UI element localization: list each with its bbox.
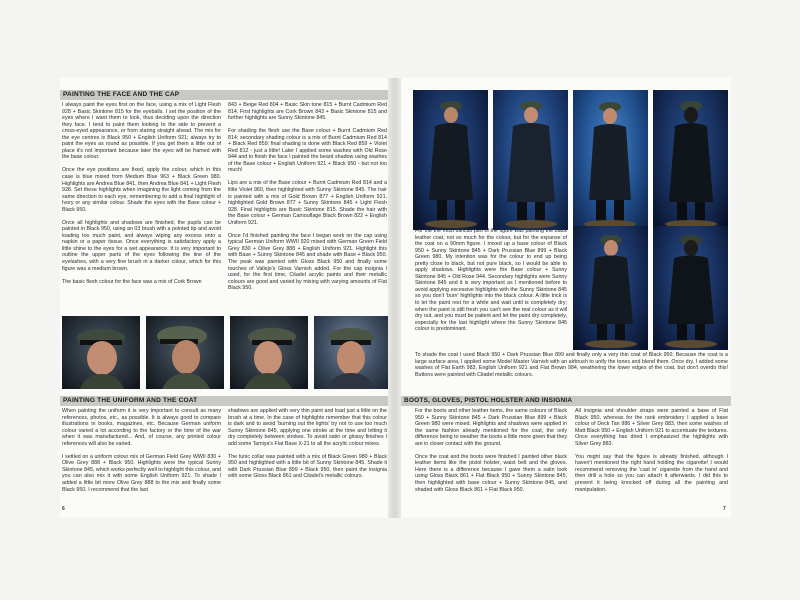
page-number: 7 [723,506,726,512]
paragraph: Once the coat and the boots were finished I painted other black leather items like the pistol holster, waist belt and the gloves. Here there is a difference because I gave them a satin look using Gloss Black 861 + Flat Black 950 + Sunny Skintone 845, then highlighted with base colour + Sunny Skintone 845, and shaded with Gloss Black 861 + Flat Black 950. [415,453,567,493]
head-photo [62,316,140,389]
figure-icon [573,90,648,230]
figure-icon [653,90,728,230]
head-figure-icon [230,316,308,389]
paragraph: To shade the coat I used Black 950 + Dark Prussian Blue 899 and finally only a very thin coat of Black 950. Because the coat is a large surface area, I applied some Model Master Varnish with an airbrush to unify the tones and blend them. Once dry, I added some washes of Flat Earth 983, English Uniform 921 and Flat Brown 984, weathering the lower edges of the coat, but don't overdo this! Buttons were painted with Citadel metallic colours. [415,352,728,378]
figure-icon [573,226,648,350]
figure-photo [493,90,568,230]
head-photo [146,316,224,389]
text-block-full-width [415,352,728,392]
paragraph: For shading the flesh use the Base colour + Burnt Cadmium Red 814; secondary shading colour is a mix of Burnt Cadmium Red 814 + Black Red 859; final shading is done with Black Red 859 + Violet Red 812 - just a little! Later I applied some washes with Old Rose 944 and to finish the face I painted the beard shadow using washes of the Base colour + English Uniform 921 + Black 950 - but not too much! [228,128,387,174]
paragraph: shadows are applied with very thin paint and load just a little on the brush at a time. In the case of highlights remember that this colour is dark and to avoid 'burning out the lights' try not to use too much Sunny Skintone 845, applying one stroke at the time and letting it dry completely between strokes. To avoid satin or glossy finishes I add some Tamiya's Flat Base X-21 to all the acrylic colour mixes. [228,408,387,447]
head-figure-icon [314,316,388,389]
figure-icon [653,226,728,350]
section-heading-uniform-coat [60,396,388,406]
paragraph: The tunic collar was painted with a mix of Black Green 980 + Black 950 and highlighted with a little bit of Sunny Skintone 845. Shade it with Dark Prussian Blue 899 + Black 950, then paint the insignia with some Gloss Black 861 and Citadel's metallic colours. [228,453,387,480]
head-photo [230,316,308,389]
text-column [62,102,221,334]
paragraph: The basic flesh colour for the face was a mix of Cork Brown [62,278,202,285]
figure-photo [653,226,728,350]
head-figure-icon [62,316,140,389]
paragraph: For me the most difficult part of the figure was painting the black leather coat, not so much for the colour, but for the expanse of the coat on a 90mm figure. I mixed up a base colour of Black 950 + Sunny Skintone 845 + Dark Prussian Blue 899 + Black Green 980. My intention was for the colour to end up being pretty close to black, but not pure black, so I would be able to apply shadows. Highlights were the Base colour + Sunny Skintone 845 + Old Rose 944. Secondary highlights were Sunny Skintone 845 and it is very important as I mentioned before to avoid applying excessive highlights with the Sunny Skintone 845 so you don't 'burn' highlights into the black colour. A little trick is to let the paint rest for a while and wait until is completely dry; when the paint is still fresh you can't see the real colour as it will dry out, and you must be patient and let the paint dry completely, especially for the last highlight where the Sunny Skintone 845 colour is predominant. [415,228,567,333]
section-heading-text: PAINTING THE FACE AND THE CAP [63,91,180,98]
text-column [575,408,728,502]
book-gutter [388,78,401,518]
section-heading-face-cap [60,90,388,100]
paragraph: All insignia and shoulder straps were painted a base of Flat Black 950, whereas for the rank embroidery I applied a base colour of Deck Tan 986 + Silver Grey 883, then some washes of Matt Black 950 + English Uniform 921 to accentuate the textures. Once everything has dried I emphasized the highlights with Silver Grey 883. [575,408,728,447]
text-column [228,102,387,334]
paragraph: For the boots and other leather items, the same colours of Black 950 + Sunny Skintone 845 + Dark Prussian Blue 899 + Black Green 980 were mixed. Highlights and shadows were applied in the same fashion already mentioned for the coat, the only difference being to weather the boots a little more given that they are in closer contact with the ground. [415,408,567,447]
paragraph: Once the eye positions are fixed, apply the colour, which in this case is blue mixed from Medium Blue 963 + Black Green 980. Highlights are Andrea Blue 841, then Andrea Blue 841 + Light Flesh 928. Set these highlights when imagining the light coming from the same direction to each eye, remembering to add a final highlight of Ivory or any similar colour. Shade the eyes with the Base colour + Black 950. [62,167,221,213]
page-number: 6 [62,506,65,512]
paragraph: I always paint the eyes first on the face, using a mix of Light Flesh 928 + Basic Skintone 815 for the eyeballs. I set the position of the eyes where I want them to look, thus deciding upon the direction they face. I tend to paint them looking to the side to prevent a cross-eyed appearance, or from staring straight ahead. The mix for the eye centres is Black 950 + English Uniform 921; always try to paint the eyes as round as possible. If you get them a little out of place it's not important because later the eyes will be framed with the base colour. [62,102,221,161]
section-heading-text: BOOTS, GLOVES, PISTOL HOLSTER AND INSIGNIA [404,397,573,404]
text-column [62,408,221,498]
section-heading-boots-gloves [401,396,731,406]
figure-photo [653,90,728,230]
text-column [415,228,567,358]
text-column [228,408,387,498]
paragraph: When painting the uniform it is very important to consult as many references, photos, etc., as possible. It is always good to compare illustrations in books, magazines, etc. Because German uniform colour varied a lot according to the factory or the time of the war when it was manufactured... And, of course, any printed colour references will also be varied. [62,408,221,447]
section-heading-text: PAINTING THE UNIFORM AND THE COAT [63,397,198,404]
figure-icon [413,90,488,230]
figure-photo [573,226,648,350]
left-page [60,78,388,518]
right-page [401,78,731,518]
figure-photo [413,90,488,230]
text-column [415,408,567,502]
paragraph: I settled on a uniform colour mix of German Field Grey WWII 830 + Olive Grey 888 + Black 950. Highlights were the typical Sunny Skintone 845, which works perfectly well to highlight this colour, and you can also mix it with some English Uniform 921. To shade I added a little bit more Olive Grey 888 to the mix and finally some Black 950. I recommend that the last [62,453,221,493]
head-figure-icon [146,316,224,389]
paragraph: You might say that the figure is already finished, although I haven't mentioned the right hand holding the cigarette! I would recommend removing the 'cast in' cigarette from the hand and then drill a hole so you can attach it afterwards. I did this to prevent it being knocked off during all the painting and manipulation. [575,453,728,493]
paragraph: 843 + Beige Red 804 + Basic Skin tone 815 + Burnt Cadmium Red 814. First highlights are Cork Brown 843 + Basic Skintone 815 and further highlights are Sunny Skintone 845. [228,102,387,122]
figure-icon [493,90,568,230]
figure-photo [573,90,648,230]
head-photo [314,316,388,389]
paragraph: Once I'd finished painting the face I began work on the cap using typical German Uniform WWII 920 mixed with German Green Field Grey 830 + Olive Grey 888 + English Uniform 921. Highlight this with Base + Sunny Skintone 845 and shade with Base + Black 950. The peak was painted with Gloss Black 950 and finally some touches of Vallejo's Gloss Varnish added. For the cap insignia I used, for the first time, Citadel acrylic paints and their metallic colours are good and varied by mixing with varying amounts of Flat Black 950. [228,232,387,292]
paragraph: Lips are a mix of the Base colour + Burnt Cadmium Red 814 and a little Violet 960, then highlighted with Sunny Skintone 845. The hair is painted with a mix of Gold Brown 877 + English Uniform 921, highlighted Gold Brown 877 + Sunny Skintone 845 + Light Flesh 928. Final highlights are Basic Skintone 815. Shade the hair with the Base colour + German Camouflage Black Brown 822 + English Uniform 921. [228,180,387,226]
paragraph: Once all highlights and shadows are finished, the pupils can be painted in Black 950, using an 03 brush with a pointed tip and avoid loading too much paint, and always wiping any excess onto a napkin or a paper tissue. Once everything is satisfactory apply a little shine to the eyes for a wet appearance. It is very important to outline the upper parts of the eyes following the line of the eyelashes, with a very fine brush in a darker colour, which for this figure was a medium brown. [62,219,221,272]
